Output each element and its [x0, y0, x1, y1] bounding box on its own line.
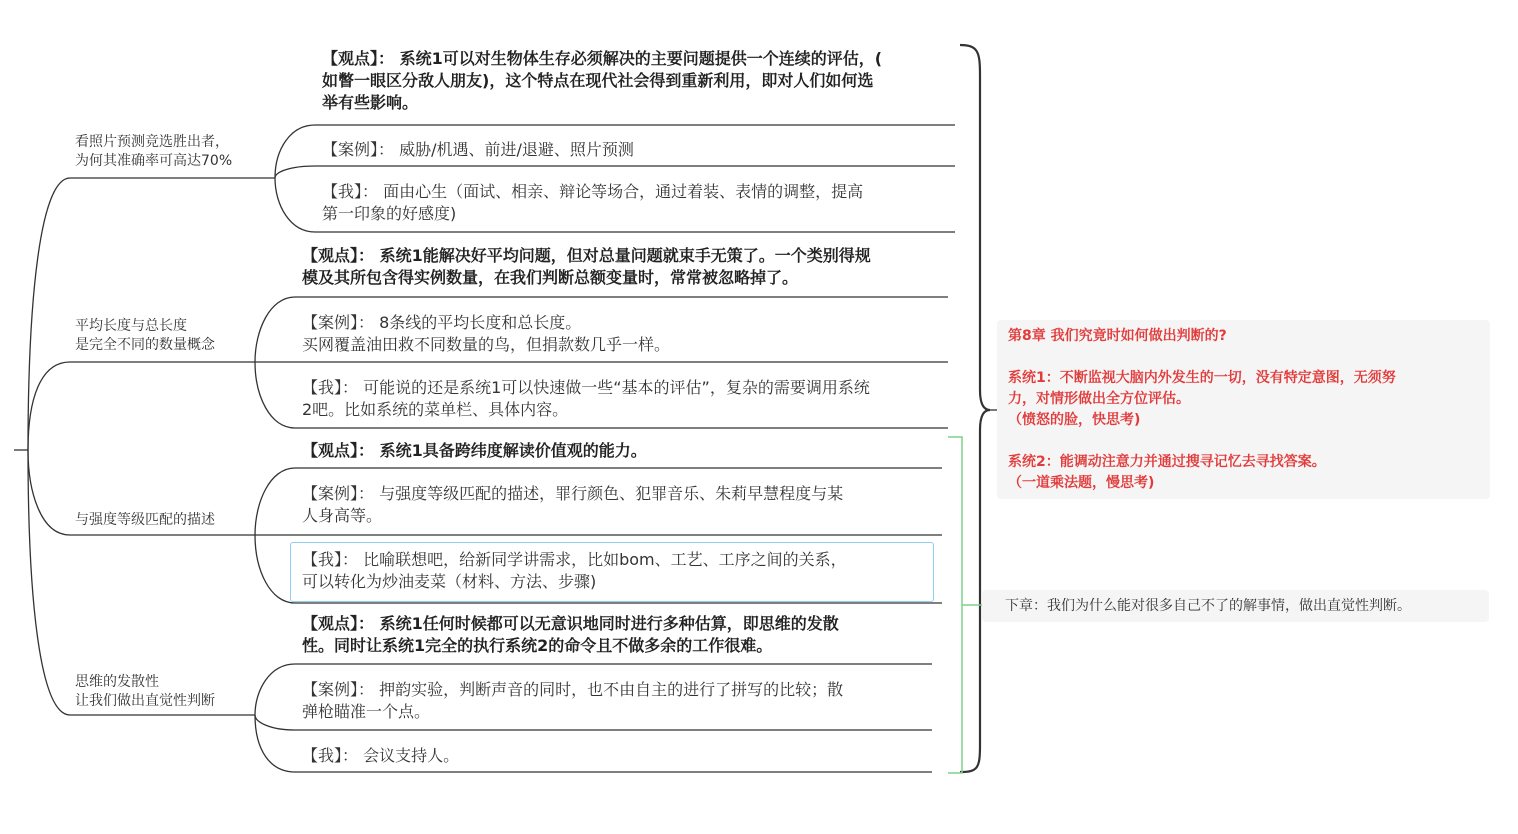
trunk-to-topic-2	[28, 362, 70, 450]
leaf-me-1[interactable]	[322, 181, 863, 225]
topic-1[interactable]	[75, 133, 232, 171]
branch-1-2	[275, 166, 955, 178]
leaf-me-3[interactable]	[302, 549, 847, 593]
leaf-3-line-1: 【我】： 面由心生（面试、相亲、辩论等场合，通过着装、表情的调整，提高	[322, 182, 864, 201]
topic-4[interactable]	[75, 673, 215, 711]
leaf-9-line-1: 【我】： 比喻联想吧，给新同学讲需求，比如bom、工艺、工序之间的关系，	[302, 550, 847, 569]
leaf-4-line-2: 模及其所包含得实例数量，在我们判断总额变量时，常常被忽略掉了。	[302, 268, 799, 287]
leaf-12-line-1: 【我】： 会议支持人。	[302, 746, 460, 765]
leaf-1-line-1: 【观点】： 系统1可以对生物体生存必须解决的主要问题提供一个连续的评估，(	[322, 49, 883, 68]
summary-system1-line-2: 力，对情形做出全方位评估。	[1008, 391, 1190, 407]
leaf-8-line-2: 人身高等。	[302, 506, 383, 525]
leaf-10-line-1: 【观点】： 系统1任何时候都可以无意识地同时进行多种估算，即思维的发散	[302, 614, 839, 633]
leaf-6-line-2: 2吧。比如系统的菜单栏、具体内容。	[302, 400, 569, 419]
summary-brace	[960, 45, 990, 772]
leaf-me-4[interactable]	[302, 745, 459, 767]
summary-system2-example: （一道乘法题，慢思考)	[1008, 475, 1155, 491]
summary-system1-line-1: 系统1：不断监视大脑内外发生的一切，没有特定意图，无须努	[1008, 370, 1396, 386]
topic-2[interactable]	[75, 317, 215, 355]
leaf-case-2[interactable]	[302, 312, 670, 356]
leaf-viewpoint-2[interactable]	[302, 245, 871, 289]
topic-4-line-1: 思维的发散性	[75, 674, 159, 690]
leaf-1-line-3: 举有些影响。	[322, 93, 419, 112]
leaf-viewpoint-1[interactable]	[322, 48, 882, 114]
leaf-3-line-2: 第一印象的好感度)	[322, 204, 457, 223]
green-bracket	[948, 437, 982, 773]
trunk-to-topic-1	[28, 178, 70, 450]
topic-2-line-1: 平均长度与总长度	[75, 318, 187, 334]
leaf-6-line-1: 【我】： 可能说的还是系统1可以快速做一些“基本的评估”，复杂的需要调用系统	[302, 378, 870, 397]
leaf-5-line-1: 【案例】： 8条线的平均长度和总长度。	[302, 313, 582, 332]
leaf-5-line-2: 买网覆盖油田救不同数量的鸟，但捐款数几乎一样。	[302, 335, 671, 354]
next-chapter-text: 下章：我们为什么能对很多自己不了的解事情，做出直觉性判断。	[1005, 598, 1411, 614]
topic-1-line-2: 为何其准确率可高达70%	[75, 153, 233, 169]
summary-title: 第8章 我们究竟时如何做出判断的?	[1008, 328, 1227, 344]
leaf-case-1[interactable]	[322, 139, 634, 161]
leaf-10-line-2: 性。同时让系统1完全的执行系统2的命令且不做多余的工作很难。	[302, 636, 773, 655]
leaf-case-4[interactable]	[302, 679, 843, 723]
leaf-8-line-1: 【案例】： 与强度等级匹配的描述，罪行颜色、犯罪音乐、朱莉早慧程度与某	[302, 484, 844, 503]
leaf-4-line-1: 【观点】： 系统1能解决好平均问题，但对总量问题就束手无策了。一个类别得规	[302, 246, 871, 265]
topic-2-line-2: 是完全不同的数量概念	[75, 337, 215, 353]
trunk-to-topic-4	[28, 450, 70, 715]
leaf-7-line-1: 【观点】： 系统1具备跨纬度解读价值观的能力。	[302, 441, 647, 460]
leaf-2-line-1: 【案例】： 威胁/机遇、前进/退避、照片预测	[322, 140, 634, 159]
leaf-case-3[interactable]	[302, 483, 843, 527]
leaf-9-line-2: 可以转化为炒油麦菜（材料、方法、步骤)	[302, 572, 597, 591]
leaf-1-line-2: 如瞥一眼区分敌人朋友)，这个特点在现代社会得到重新利用，即对人们如何选	[322, 71, 874, 90]
topic-3[interactable]	[75, 511, 215, 530]
summary-system2: 系统2：能调动注意力并通过搜寻记忆去寻找答案。	[1008, 454, 1326, 470]
leaf-11-line-2: 弹枪瞄准一个点。	[302, 702, 431, 721]
summary-system1-example: （愤怒的脸，快思考)	[1008, 412, 1141, 428]
topic-4-line-2: 让我们做出直觉性判断	[75, 693, 215, 709]
trunk-to-topic-3	[28, 450, 70, 535]
topic-3-line-1: 与强度等级匹配的描述	[75, 512, 215, 528]
leaf-me-2[interactable]	[302, 377, 870, 421]
topic-1-line-1: 看照片预测竞选胜出者，	[75, 134, 229, 150]
leaf-viewpoint-4[interactable]	[302, 613, 839, 657]
leaf-viewpoint-3[interactable]	[302, 440, 647, 462]
leaf-11-line-1: 【案例】： 押韵实验，判断声音的同时，也不由自主的进行了拼写的比较；散	[302, 680, 844, 699]
